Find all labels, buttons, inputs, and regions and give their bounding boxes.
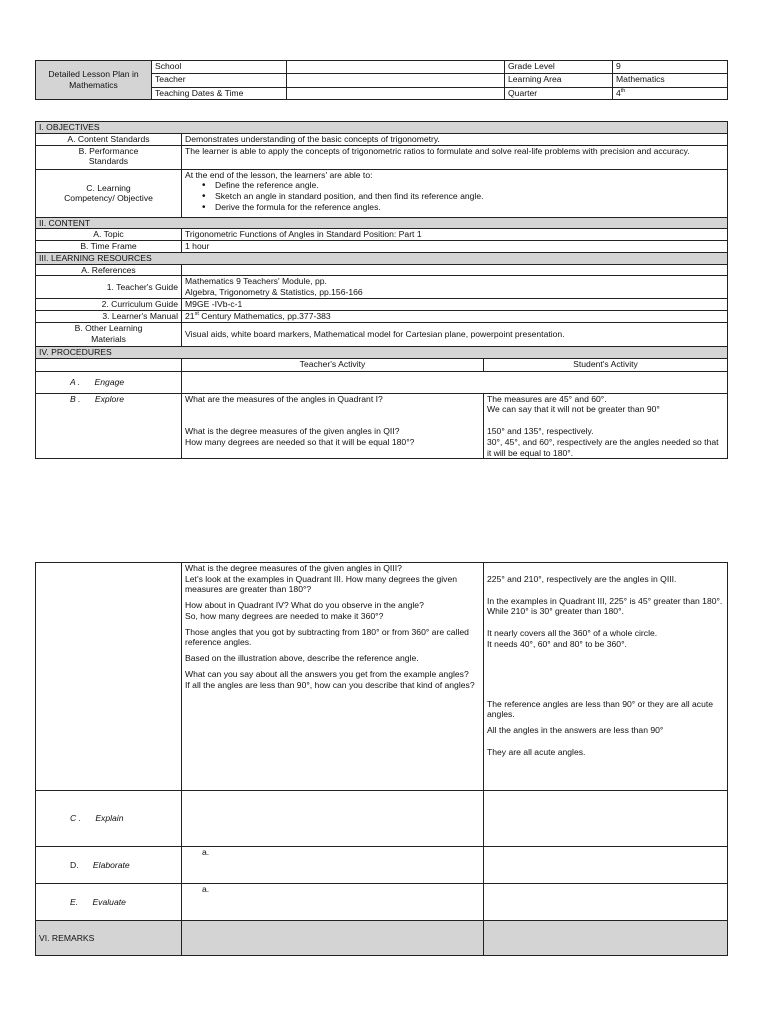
evaluate-student-cell — [484, 884, 728, 921]
procedures-heading: IV. PROCEDURES — [36, 346, 728, 358]
lesson-plan-table — [35, 121, 728, 459]
references-value — [182, 264, 728, 276]
school-label: School — [152, 61, 287, 74]
elaborate-student-cell — [484, 847, 728, 884]
explore-label: B . Explore — [36, 393, 182, 459]
quarter-label: Quarter — [505, 88, 613, 100]
performance-standards-value: The learner is able to apply the concepts of trigonometric ratios to formulate and solve real-life problems with precision and accuracy. — [182, 145, 728, 169]
curriculum-guide-value: M9GE -IVb-c-1 — [182, 299, 728, 311]
elaborate-label: D. Elaborate — [36, 847, 182, 884]
content-standards-value: Demonstrates understanding of the basic concepts of trigonometry. — [182, 133, 728, 145]
procedure-blank-cell — [36, 563, 182, 791]
student-activity-header: Student's Activity — [484, 358, 728, 371]
teachers-guide-value: Mathematics 9 Teachers' Module, pp. Algebra, Trigonometry & Statistics, pp.156-166 — [182, 276, 728, 299]
evaluate-teacher-cell: a. — [182, 884, 484, 921]
grade-level-label: Grade Level — [505, 61, 613, 74]
learners-manual-value: 21st Century Mathematics, pp.377-383 — [182, 311, 728, 323]
learning-resources-heading: III. LEARNING RESOURCES — [36, 252, 728, 264]
explain-label: C . Explain — [36, 791, 182, 847]
explore-teacher-activity: What are the measures of the angles in Quadrant I? What is the degree measures of the given angles in QII? How many degrees are needed so that it will be equal 180°? — [182, 393, 484, 459]
teachers-guide-label: 1. Teacher's Guide — [36, 276, 182, 299]
elaborate-teacher-cell: a. — [182, 847, 484, 884]
teacher-label: Teacher — [152, 74, 287, 88]
remarks-student-cell — [484, 921, 728, 956]
lesson-plan-title: Detailed Lesson Plan in Mathematics — [36, 61, 152, 100]
learning-area-label: Learning Area — [505, 74, 613, 88]
other-materials-value: Visual aids, white board markers, Mathematical model for Cartesian plane, powerpoint presentation. — [182, 322, 728, 346]
performance-standards-label: B. Performance Standards — [36, 145, 182, 169]
learning-area-value: Mathematics — [613, 74, 728, 88]
remarks-label: VI. REMARKS — [36, 921, 182, 956]
topic-label: A. Topic — [36, 229, 182, 241]
list-item: • Derive the formula for the reference angles. — [215, 202, 724, 213]
explore-student-activity: The measures are 45° and 60°. We can say that it will not be greater than 90° 150° and 135°, respectively. 30°, 45°, and 60°, respectively are the angles needed so that it will be equal to 180°. — [484, 393, 728, 459]
grade-level-value: 9 — [613, 61, 728, 74]
evaluate-label: E. Evaluate — [36, 884, 182, 921]
time-frame-value: 1 hour — [182, 241, 728, 253]
student-activity-cell: 225° and 210°, respectively are the angles in QIII. In the examples in Quadrant III, 225° is 45° greater than 180°. While 210° is 30° greater than 180°. It nearly covers all the 360° of a whole circle. It needs 40°, 60° and 80° to be 360°. The reference angles are less than 90° or they are all acute angles. All the angles in the answers are less than 90° They are all acute angles. — [484, 563, 728, 791]
learners-manual-label: 3. Learner's Manual — [36, 311, 182, 323]
teaching-dates-label: Teaching Dates & Time — [152, 88, 287, 100]
list-item: • Define the reference angle. — [215, 180, 724, 191]
other-materials-label: B. Other Learning Materials — [36, 322, 182, 346]
procedures-blank-cell — [36, 358, 182, 371]
competency-list — [185, 180, 724, 212]
topic-value: Trigonometric Functions of Angles in Standard Position: Part 1 — [182, 229, 728, 241]
learning-competency-label: C. Learning Competency/ Objective — [36, 169, 182, 217]
references-label: A. References — [36, 264, 182, 276]
content-standards-label: A. Content Standards — [36, 133, 182, 145]
quarter-value: 4th — [613, 88, 728, 100]
teaching-dates-value — [287, 88, 505, 100]
teacher-value — [287, 74, 505, 88]
curriculum-guide-label: 2. Curriculum Guide — [36, 299, 182, 311]
teacher-activity-header: Teacher's Activity — [182, 358, 484, 371]
teacher-activity-cell: What is the degree measures of the given angles in QIII? Let's look at the examples in Quadrant III. How many degrees the given measures are greater than 180°? How about in Quadrant IV? What do you observe in the angle? So, how many degrees are needed to make it 360°? Those angles that you got by subtracting from 180° or from 360° are called reference angles. Based on the illustration above, describe the reference angle. What can you say about all the answers you get from the example angles? If all the angles are less than 90°, how can you describe that kind of angles? — [182, 563, 484, 791]
explain-teacher-cell — [182, 791, 484, 847]
learning-competency-value: At the end of the lesson, the learners' are able to: • Define the reference angle. • Sketch an angle in standard position, and then find its reference angle. • Derive the formula for the reference angles. — [182, 169, 728, 217]
explain-student-cell — [484, 791, 728, 847]
header-table — [35, 60, 728, 100]
engage-label: A . Engage — [36, 371, 182, 393]
engage-value — [182, 371, 728, 393]
objectives-heading: I. OBJECTIVES — [36, 122, 728, 134]
content-heading: II. CONTENT — [36, 217, 728, 229]
list-item: • Sketch an angle in standard position, and then find its reference angle. — [215, 191, 724, 202]
time-frame-label: B. Time Frame — [36, 241, 182, 253]
continuation-table — [35, 562, 728, 956]
remarks-teacher-cell — [182, 921, 484, 956]
school-value — [287, 61, 505, 74]
